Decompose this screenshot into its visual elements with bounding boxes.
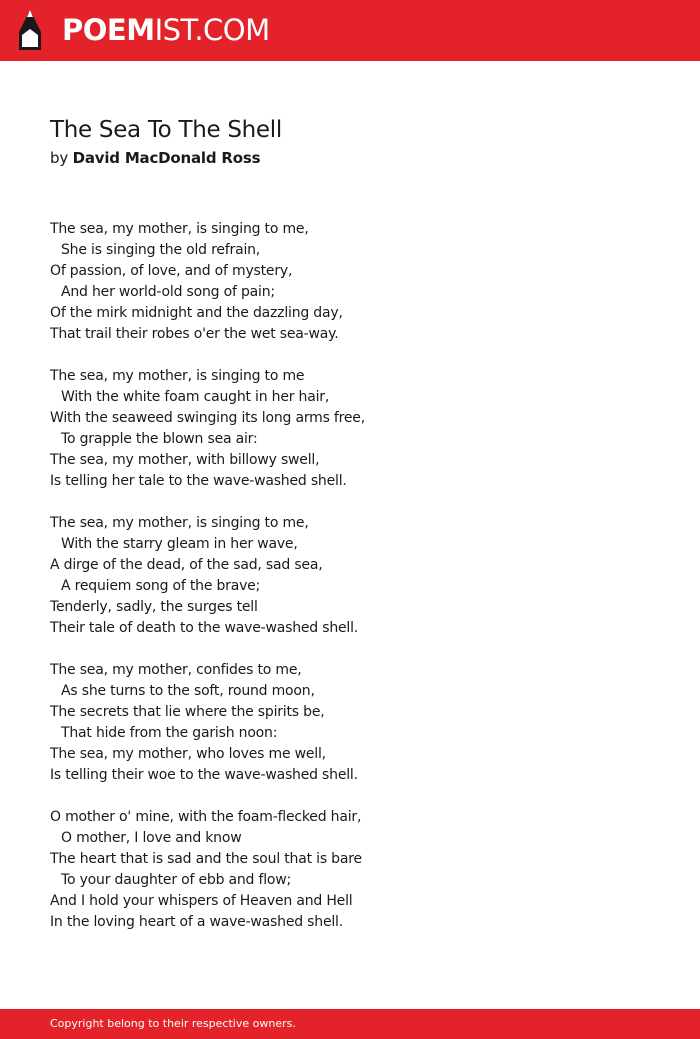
poem-line: Is telling their woe to the wave-washed shell.: [50, 767, 358, 783]
stanza: [50, 807, 670, 933]
byline: [50, 149, 260, 167]
poem-line: The sea, my mother, is singing to me,: [50, 221, 309, 237]
poem-line: With the seaweed swinging its long arms free,: [50, 410, 365, 426]
poem-line: With the white foam caught in her hair,: [61, 389, 330, 405]
stanza: [50, 219, 670, 345]
poem-line: To your daughter of ebb and flow;: [61, 872, 292, 888]
poem-line: And I hold your whispers of Heaven and Hell: [50, 893, 353, 909]
poem-line: The heart that is sad and the soul that is bare: [50, 851, 362, 867]
site-header: [0, 0, 700, 61]
poem-line: In the loving heart of a wave-washed shell.: [50, 914, 343, 930]
poem-line: Of the mirk midnight and the dazzling day,: [50, 305, 343, 321]
poem-line: As she turns to the soft, round moon,: [61, 683, 315, 699]
site-logo[interactable]: [62, 12, 270, 48]
copyright-notice: Copyright belong to their respective owners.: [50, 1017, 296, 1030]
stanza: [50, 513, 670, 639]
poem-line: That trail their robes o'er the wet sea-way.: [50, 326, 339, 342]
poem-line: Of passion, of love, and of mystery,: [50, 263, 293, 279]
poem-line: The sea, my mother, with billowy swell,: [50, 452, 320, 468]
logo-bold-text: POEM: [62, 13, 155, 47]
poem-line: Is telling her tale to the wave-washed shell.: [50, 473, 347, 489]
pencil-tip-icon: [18, 9, 42, 51]
author-name: David MacDonald Ross: [72, 149, 261, 167]
poem-line: The sea, my mother, is singing to me,: [50, 515, 309, 531]
poem-line: The sea, my mother, who loves me well,: [50, 746, 326, 762]
poem-line: The secrets that lie where the spirits be,: [50, 704, 325, 720]
site-footer: [0, 1009, 700, 1039]
poem-line: A dirge of the dead, of the sad, sad sea,: [50, 557, 323, 573]
poem-line: O mother, I love and know: [61, 830, 242, 846]
poem-line: And her world-old song of pain;: [61, 284, 275, 300]
stanza: [50, 660, 670, 786]
poem-line: A requiem song of the brave;: [61, 578, 261, 594]
poem-line: O mother o' mine, with the foam-flecked hair,: [50, 809, 362, 825]
logo-light-text: IST.COM: [154, 13, 270, 47]
by-label: by: [50, 149, 68, 167]
poem-line: Tenderly, sadly, the surges tell: [50, 599, 258, 615]
poem-line: The sea, my mother, confides to me,: [50, 662, 302, 678]
poem-line: To grapple the blown sea air:: [61, 431, 258, 447]
poem-line: That hide from the garish noon:: [61, 725, 278, 741]
stanza: [50, 366, 670, 492]
poem-line: The sea, my mother, is singing to me: [50, 368, 305, 384]
poem-line: Their tale of death to the wave-washed shell.: [50, 620, 359, 636]
poem-title: The Sea To The Shell: [50, 117, 282, 143]
poem-line: She is singing the old refrain,: [61, 242, 261, 258]
poem-body: [50, 219, 670, 954]
poem-line: With the starry gleam in her wave,: [61, 536, 298, 552]
